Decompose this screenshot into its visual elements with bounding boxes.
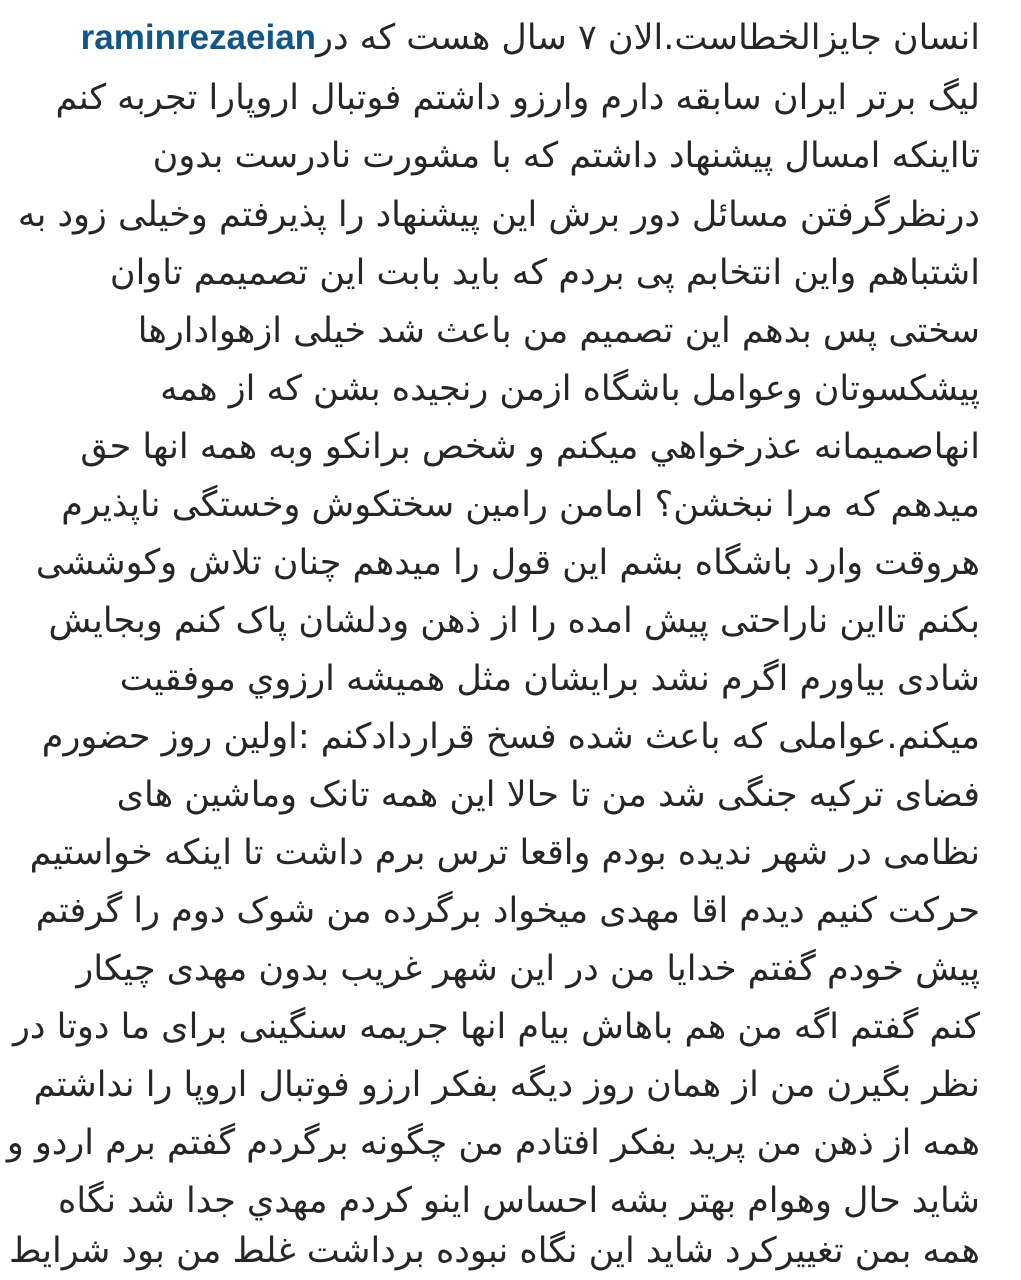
caption-line: لیگ برتر ایران سابقه دارم وارزو داشتم فوتبال اروپارا تجربه کنم <box>55 78 980 118</box>
caption-line: کنم گفتم اگه من هم باهاش بیام انها جریمه سنگینی برای ما دوتا در <box>13 1007 980 1047</box>
caption-line: پیشکسوتان وعوامل باشگاه ازمن رنجیده بشن که از همه <box>160 369 980 409</box>
caption-line: بکنم تااین ناراحتی پیش امده را از ذهن ودلشان پاک کنم وبجایش <box>48 601 980 641</box>
caption-line: نظر بگیرن من از همان روز دیگه بفکر ارزو فوتبال اروپا را نداشتم <box>33 1065 980 1105</box>
caption-line: همه بمن تغییرکرد شاید این نگاه نبوده برداشت غلط من بود شرایط <box>9 1231 980 1271</box>
caption-line: شادی بیاورم اگرم نشد برایشان مثل همیشه ارزوي موفقيت <box>119 659 980 699</box>
caption-line: انهاصمیمانه عذرخواهي ميكنم و شخص برانکو وبه همه انها حق <box>80 427 980 467</box>
caption-text: انسان جایزالخطاست.الان ۷ سال هست که در <box>316 18 980 58</box>
caption-line: همه از ذهن من پرید بفکر افتادم من چگونه برگردم گفتم برم اردو و <box>6 1123 980 1163</box>
username-link[interactable]: raminrezaeian <box>80 18 317 57</box>
caption-line: نظامی در شهر ندیده بودم واقعا ترس برم داشت تا اینکه خواستیم <box>29 833 980 873</box>
caption-line: حرکت کنیم دیدم اقا مهدی میخواد برگرده من شوک دوم را گرفتم <box>35 891 980 931</box>
caption-line: میدهم که مرا نبخشن؟ امامن رامین سختکوش وخستگی ناپذیرم <box>61 485 980 525</box>
caption-line: سختی پس بدهم این تصمیم من باعث شد خیلی ازهوادارها <box>137 311 980 351</box>
caption-line: فضای ترکیه جنگی شد من تا حالا این همه تانک وماشین های <box>116 775 980 815</box>
caption-line: تااینکه امسال پیشنهاد داشتم که با مشورت نادرست بدون <box>152 136 980 176</box>
caption-line: هروقت وارد باشگاه بشم این قول را میدهم چنان تلاش وکوششی <box>35 543 980 583</box>
caption-line: درنظرگرفتن مسائل دور برش این پیشنهاد را پذیرفتم وخیلی زود به <box>17 195 980 235</box>
caption-line: اشتباهم واین انتخابم پی بردم که باید بابت این تصمیمم تاوان <box>109 253 980 293</box>
caption-line: میکنم.عواملی که باعث شده فسخ قراردادکنم :اولین روز حضورم <box>41 717 980 757</box>
caption-line <box>67 6 980 70</box>
caption-line: شاید حال وهوام بهتر بشه احساس اینو کردم مهدي جدا شد نگاه <box>58 1181 980 1221</box>
caption-line: پیش خودم گفتم خدایا من در این شهر غریب بدون مهدی چیکار <box>76 949 980 989</box>
